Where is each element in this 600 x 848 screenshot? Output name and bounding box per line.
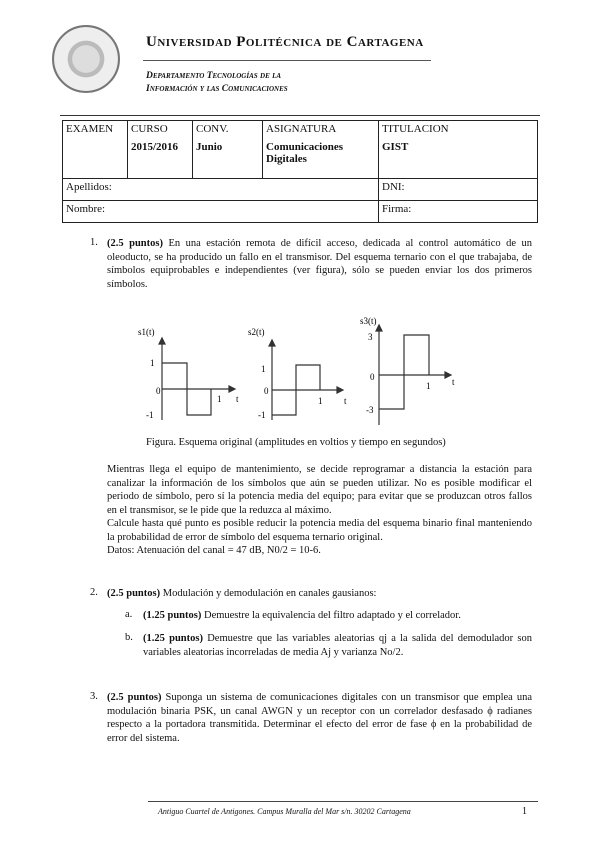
plot-s1 bbox=[159, 338, 235, 420]
axis-label: t bbox=[236, 394, 239, 404]
points: (2.5 puntos) bbox=[107, 588, 161, 599]
divider bbox=[60, 115, 540, 116]
header-label: ASIGNATURA bbox=[266, 123, 337, 135]
question-1 bbox=[107, 237, 532, 291]
header-label: TITULACION bbox=[382, 123, 449, 135]
points: (2.5 puntos) bbox=[107, 238, 163, 249]
tick: -1 bbox=[146, 410, 154, 420]
tick: 1 bbox=[318, 396, 323, 406]
department-line: Información y las Comunicaciones bbox=[146, 84, 288, 94]
page-number: 1 bbox=[522, 806, 527, 817]
question-text: En una estación remota de difícil acceso, dedicada al control automático de un oleoducto, se ha producido un fallo en el transmisor. Del esquema ternario con el que trabajaba, de símbolos equiprobables e independientes (ver figura), sólo se pueden enviar los dos primeros símbolos. bbox=[107, 238, 532, 290]
points: (2.5 puntos) bbox=[107, 692, 162, 703]
tick: 0 bbox=[370, 372, 375, 382]
footer-divider bbox=[148, 801, 538, 802]
question-number: 1. bbox=[90, 237, 98, 248]
question-text: Suponga un sistema de comunicaciones digitales con un transmisor que emplea una modulación binaria PSK, un canal AWGN y un receptor con un correlador desfasado ϕ radianes respecto a la portadora transmitida. Determinar el efecto del error de fase ϕ en la probabilidad de error del sistema. bbox=[107, 692, 532, 744]
tick: -1 bbox=[258, 410, 266, 420]
university-seal-logo bbox=[52, 25, 120, 93]
firma-field[interactable]: Firma: bbox=[379, 201, 538, 223]
tick: -3 bbox=[366, 405, 374, 415]
cell-asignatura bbox=[263, 121, 379, 179]
points: (1.25 puntos) bbox=[143, 610, 202, 621]
department-line: Departamento Tecnologías de la bbox=[146, 71, 282, 81]
points: (1.25 puntos) bbox=[143, 633, 203, 644]
label-s1: s1(t) bbox=[138, 327, 155, 337]
conv-value: Junio bbox=[196, 141, 223, 153]
asignatura-value: Comunicaciones Digitales bbox=[266, 141, 343, 165]
paragraph: Calcule hasta qué punto es posible reducir la potencia media del esquema binario final manteniendo la probabilidad de error de símbolo del esquema ternario original. bbox=[107, 518, 532, 543]
tick: 3 bbox=[368, 332, 373, 342]
subquestion-label: b. bbox=[125, 632, 133, 643]
label-s2: s2(t) bbox=[248, 327, 265, 337]
question-number: 3. bbox=[90, 691, 98, 702]
question-text: Modulación y demodulación en canales gausianos: bbox=[160, 588, 377, 599]
divider bbox=[143, 60, 431, 61]
tick: 1 bbox=[150, 358, 155, 368]
plot-s3 bbox=[376, 325, 451, 425]
department-name bbox=[146, 70, 288, 96]
university-name: Universidad Politécnica de Cartagena bbox=[146, 34, 424, 50]
question-text: Demuestre que las variables aleatorias qj a la salida del demodulador son variables aleatorias incorreladas de media Aj y varianza No/2. bbox=[143, 633, 532, 658]
question-1-body bbox=[107, 463, 532, 558]
curso-value: 2015/2016 bbox=[131, 141, 179, 153]
cell-examen bbox=[63, 121, 128, 179]
waveform-figure bbox=[120, 310, 480, 435]
question-3 bbox=[107, 691, 532, 745]
plot-s2 bbox=[269, 340, 343, 420]
tick: 0 bbox=[156, 386, 161, 396]
footer-address: Antiguo Cuartel de Antigones. Campus Muralla del Mar s/n. 30202 Cartagena bbox=[158, 807, 411, 816]
question-number: 2. bbox=[90, 587, 98, 598]
header-label: EXAMEN bbox=[66, 123, 114, 135]
question-2 bbox=[107, 587, 532, 601]
axis-label: t bbox=[344, 396, 347, 406]
header-label: CURSO bbox=[131, 123, 168, 135]
axis-label: t bbox=[452, 377, 455, 387]
nombre-field[interactable]: Nombre: bbox=[63, 201, 379, 223]
tick: 1 bbox=[426, 381, 431, 391]
cell-titulacion bbox=[379, 121, 538, 179]
cell-curso bbox=[128, 121, 193, 179]
question-2a bbox=[143, 609, 532, 623]
titulacion-value: GIST bbox=[382, 141, 409, 153]
exam-info-table bbox=[62, 120, 538, 223]
tick: 0 bbox=[264, 386, 269, 396]
dni-field[interactable]: DNI: bbox=[379, 179, 538, 201]
tick: 1 bbox=[217, 394, 222, 404]
subquestion-label: a. bbox=[125, 609, 133, 620]
apellidos-field[interactable]: Apellidos: bbox=[63, 179, 379, 201]
question-2b bbox=[143, 632, 532, 659]
figure-caption: Figura. Esquema original (amplitudes en voltios y tiempo en segundos) bbox=[146, 437, 446, 448]
paragraph: Mientras llega el equipo de mantenimiento, se decide reprogramar a distancia la estación para canalizar la información de los símbolos que aún se pueden utilizar. No es posible modificar el periodo de símbolo, pero sí la potencia media del equipo; para evitar que se produzcan otros fallos en el transmisor, se le pide que la reduzca al máximo. bbox=[107, 464, 532, 516]
header-label: CONV. bbox=[196, 123, 229, 135]
label-s3: s3(t) bbox=[360, 316, 377, 326]
question-text: Demuestre la equivalencia del filtro adaptado y el correlador. bbox=[201, 610, 461, 621]
data-line: Datos: Atenuación del canal = 47 dB, N0/2 = 10-6. bbox=[107, 545, 321, 556]
tick: 1 bbox=[261, 364, 266, 374]
cell-conv bbox=[193, 121, 263, 179]
